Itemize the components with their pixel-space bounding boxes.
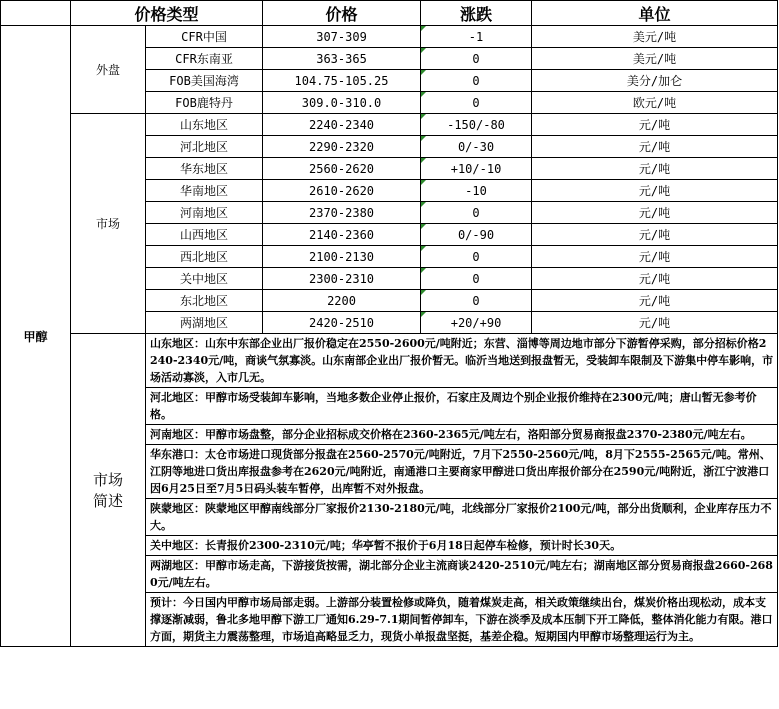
price-cell: 307-309: [263, 26, 421, 48]
group-commentary: [71, 334, 146, 647]
change-cell: 0: [421, 70, 532, 92]
price-cell: 2100-2130: [263, 246, 421, 268]
change-cell: +10/-10: [421, 158, 532, 180]
change-cell: -10: [421, 180, 532, 202]
unit-cell: 元/吨: [532, 312, 778, 334]
price-cell: 2300-2310: [263, 268, 421, 290]
product-name: 甲醇: [1, 26, 71, 647]
commentary-text: 华东港口：太仓市场进口现货部分报盘在2560-2570元/吨附近，7月下2550-2560元/吨，8月下2555-2565元/吨。常州、江阴等地进口货出库报盘参考在2620元/吨附近，南通港口主要商家甲醇进口货出库报价部分在2590元/吨附近，浙江宁波港口因6月25日至7月5日码头装车暂停，出库暂不对外报盘。: [146, 445, 778, 499]
unit-cell: 美元/吨: [532, 48, 778, 70]
unit-cell: 欧元/吨: [532, 92, 778, 114]
unit-cell: 元/吨: [532, 290, 778, 312]
commentary-text: 山东地区：山东中东部企业出厂报价稳定在2550-2600元/吨附近；东营、淄博等周边地市部分下游暂停采购，部分招标价格2240-2340元/吨，商谈气氛寡淡。山东南部企业出厂报价暂无。临沂当地送到报盘暂无，受装卸车限制及下游集中停车影响，市场活动寡淡，入市几无。: [146, 334, 778, 388]
price-cell: 2560-2620: [263, 158, 421, 180]
unit-cell: 元/吨: [532, 158, 778, 180]
header-blank-cell: [1, 1, 71, 26]
price-cell: 2420-2510: [263, 312, 421, 334]
unit-cell: 元/吨: [532, 268, 778, 290]
unit-cell: 美分/加仑: [532, 70, 778, 92]
region-cell: FOB鹿特丹: [146, 92, 263, 114]
commentary-text: 陕蒙地区：陕蒙地区甲醇南线部分厂家报价2130-2180元/吨，北线部分厂家报价2100元/吨，部分出货顺利，企业库存压力不大。: [146, 499, 778, 536]
price-cell: 2200: [263, 290, 421, 312]
region-cell: CFR中国: [146, 26, 263, 48]
change-cell: -150/-80: [421, 114, 532, 136]
change-cell: 0: [421, 290, 532, 312]
change-cell: 0: [421, 202, 532, 224]
change-cell: 0: [421, 246, 532, 268]
region-cell: 河南地区: [146, 202, 263, 224]
header-price-type: 价格类型: [71, 1, 263, 26]
region-cell: FOB美国海湾: [146, 70, 263, 92]
group-commentary-line: 简述: [92, 492, 123, 510]
change-cell: -1: [421, 26, 532, 48]
price-cell: 2240-2340: [263, 114, 421, 136]
table-header-row: [1, 1, 778, 26]
region-cell: 华南地区: [146, 180, 263, 202]
unit-cell: 元/吨: [532, 202, 778, 224]
price-cell: 2140-2360: [263, 224, 421, 246]
region-cell: 东北地区: [146, 290, 263, 312]
price-cell: 2290-2320: [263, 136, 421, 158]
commentary-text: 两湖地区：甲醇市场走高，下游接货按需，湖北部分企业主流商谈2420-2510元/吨左右；湖南地区部分贸易商报盘2660-2680元/吨左右。: [146, 556, 778, 593]
table-row: [1, 26, 778, 48]
region-cell: 关中地区: [146, 268, 263, 290]
header-change: 涨跌: [421, 1, 532, 26]
header-unit: 单位: [532, 1, 778, 26]
change-cell: 0/-30: [421, 136, 532, 158]
region-cell: 河北地区: [146, 136, 263, 158]
region-cell: CFR东南亚: [146, 48, 263, 70]
commentary-text: 关中地区：长青报价2300-2310元/吨；华亭暂不报价于6月18日起停车检修，预计时长30天。: [146, 536, 778, 556]
unit-cell: 元/吨: [532, 180, 778, 202]
unit-cell: 元/吨: [532, 224, 778, 246]
region-cell: 华东地区: [146, 158, 263, 180]
commentary-text: 河南地区：甲醇市场盘整，部分企业招标成交价格在2360-2365元/吨左右，洛阳部分贸易商报盘2370-2380元/吨左右。: [146, 425, 778, 445]
change-cell: 0: [421, 48, 532, 70]
region-cell: 山西地区: [146, 224, 263, 246]
header-price: 价格: [263, 1, 421, 26]
region-cell: 西北地区: [146, 246, 263, 268]
price-cell: 104.75-105.25: [263, 70, 421, 92]
price-cell: 2370-2380: [263, 202, 421, 224]
unit-cell: 元/吨: [532, 246, 778, 268]
group-external: 外盘: [71, 26, 146, 114]
price-cell: 363-365: [263, 48, 421, 70]
unit-cell: 元/吨: [532, 136, 778, 158]
price-cell: 2610-2620: [263, 180, 421, 202]
unit-cell: 元/吨: [532, 114, 778, 136]
table-row: [1, 114, 778, 136]
region-cell: 两湖地区: [146, 312, 263, 334]
commentary-text: 河北地区：甲醇市场受装卸车影响，当地多数企业停止报价，石家庄及周边个别企业报价维持在2300元/吨；唐山暂无参考价格。: [146, 388, 778, 425]
commentary-row: [1, 334, 778, 388]
price-cell: 309.0-310.0: [263, 92, 421, 114]
change-cell: 0/-90: [421, 224, 532, 246]
region-cell: 山东地区: [146, 114, 263, 136]
unit-cell: 美元/吨: [532, 26, 778, 48]
group-commentary-line: 市场: [92, 471, 123, 489]
commentary-text: 预计：今日国内甲醇市场局部走弱。上游部分装置检修或降负，随着煤炭走高，相关政策继续出台，煤炭价格出现松动，成本支撑逐渐减弱，鲁北多地甲醇下游工厂通知6.29-7.1期间暂停卸车，下游在淡季及成本压制下开工降低，整体消化能力有限。港口方面，期货主力震荡整理，市场追高略显乏力，现货小单报盘坚挺，基差企稳。短期国内甲醇市场整理运行为主。: [146, 593, 778, 647]
change-cell: 0: [421, 268, 532, 290]
change-cell: +20/+90: [421, 312, 532, 334]
change-cell: 0: [421, 92, 532, 114]
group-market: 市场: [71, 114, 146, 334]
